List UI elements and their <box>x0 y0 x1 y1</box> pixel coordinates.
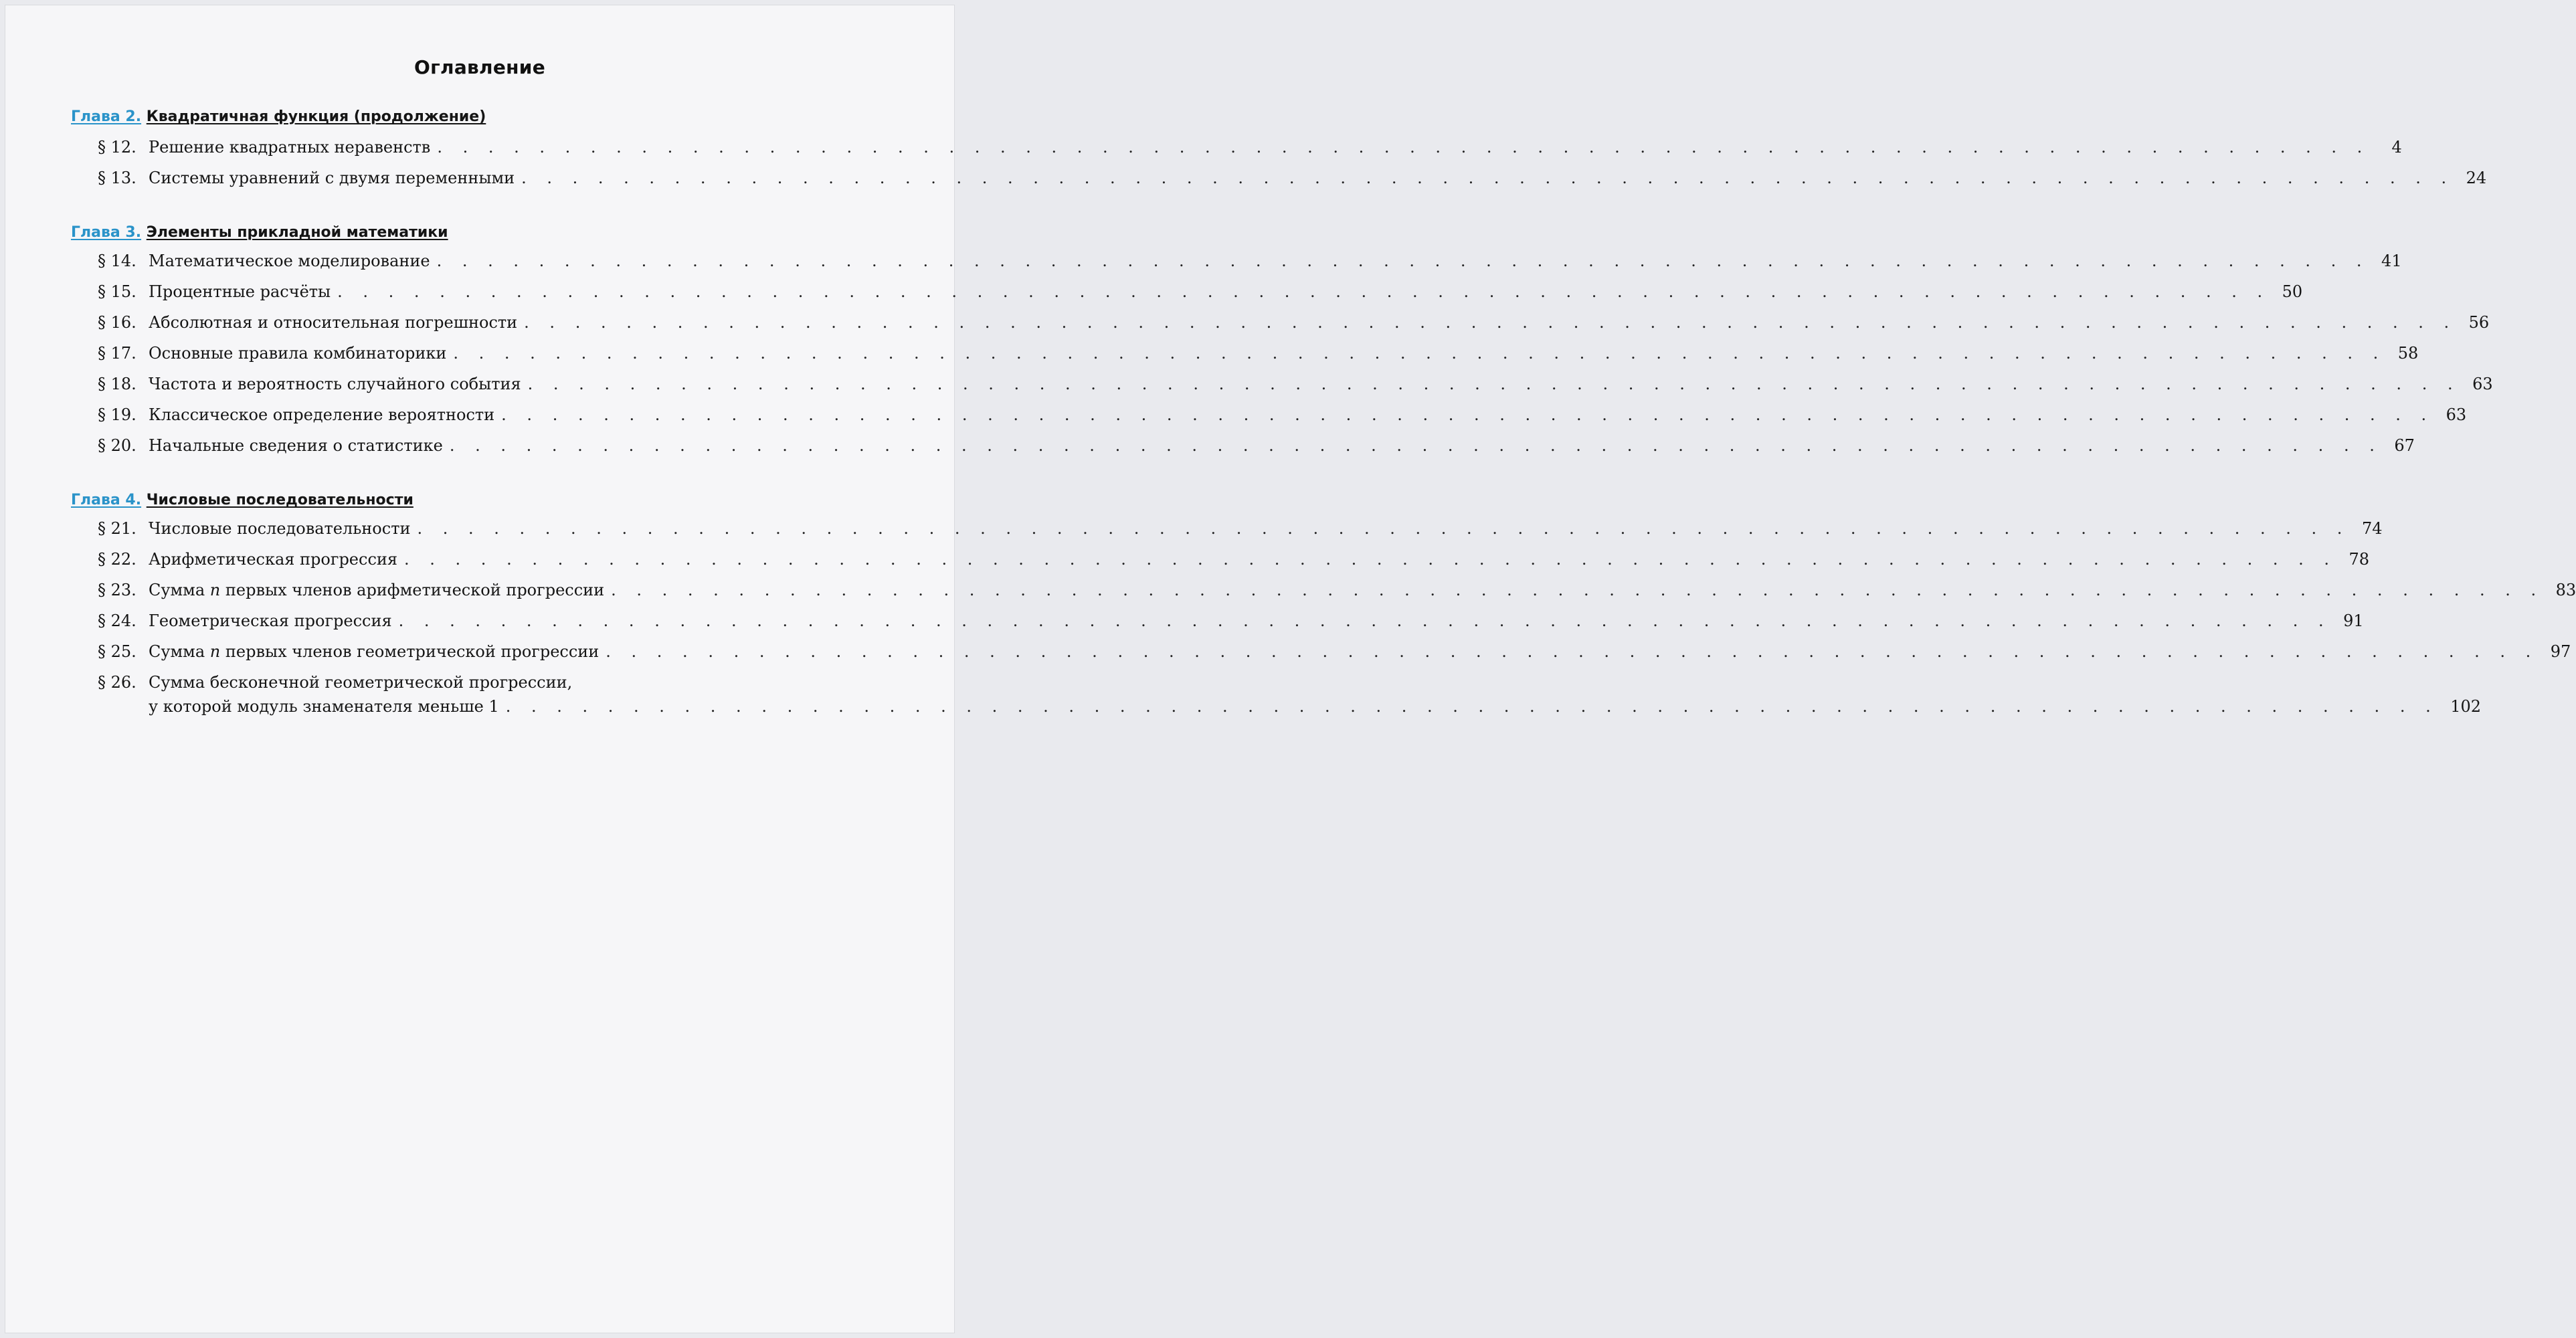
dot-leader: . . . . . . . . . . . . . . . . . . . . . . . . . . . . . . . . . . . . . . . . . . . . . . . . . . . . . . . . . . . . . . . . . . . . . . . . . . . . <box>527 375 2461 393</box>
dot-leader: . . . . . . . . . . . . . . . . . . . . . . . . . . . . . . . . . . . . . . . . . . . . . . . . . . . . . . . . . . . . . . . . . . . . . . . . . . . . <box>606 642 2539 661</box>
section-number: § 26. <box>98 673 136 692</box>
toc-entry-22[interactable] <box>98 549 2370 570</box>
dot-leader: . . . . . . . . . . . . . . . . . . . . . . . . . . . . . . . . . . . . . . . . . . . . . . . . . . . . . . . . . . . . . . . . . . . . . . . . . . . . <box>501 405 2434 424</box>
toc-entry-25[interactable] <box>98 641 2571 662</box>
chapter-number: Глава 2. <box>71 108 142 125</box>
dot-leader: . . . . . . . . . . . . . . . . . . . . . . . . . . . . . . . . . . . . . . . . . . . . . . . . . . . . . . . . . . . . . . . . . . . . . . . . . . . . <box>611 581 2544 599</box>
section-title: Начальные сведения о статистике <box>149 436 443 455</box>
chapter-heading-3[interactable] <box>71 223 448 243</box>
toc-entry-21[interactable] <box>98 518 2383 539</box>
dot-leader: . . . . . . . . . . . . . . . . . . . . . . . . . . . . . . . . . . . . . . . . . . . . . . . . . . . . . . . . . . . . . . . . . . . . . . . . . . . . <box>521 169 2454 187</box>
page-number: 56 <box>2468 313 2490 332</box>
section-title: Системы уравнений с двумя переменными <box>149 169 515 187</box>
chapter-heading-2[interactable] <box>71 107 486 127</box>
toc-entry-13[interactable] <box>98 167 2487 189</box>
document-page <box>5 5 954 1333</box>
section-number: § 20. <box>98 436 136 455</box>
section-number: § 25. <box>98 642 136 661</box>
chapter-name: Элементы прикладной математики <box>146 224 448 241</box>
dot-leader: . . . . . . . . . . . . . . . . . . . . . . . . . . . . . . . . . . . . . . . . . . . . . . . . . . . . . . . . . . . . . . . . . . . . . . . . . . . . <box>449 436 2383 455</box>
page-number: 67 <box>2394 436 2415 455</box>
toc-entry-12[interactable] <box>98 136 2402 158</box>
section-number: § 13. <box>98 169 136 187</box>
dot-leader: . . . . . . . . . . . . . . . . . . . . . . . . . . . . . . . . . . . . . . . . . . . . . . . . . . . . . . . . . . . . . . . . . . . . . . . . . . . . <box>398 611 2332 630</box>
section-number: § 15. <box>98 282 136 301</box>
section-title: Решение квадратных неравенств <box>149 138 431 157</box>
toc-entry-16[interactable] <box>98 312 2490 333</box>
toc-entry-18[interactable] <box>98 373 2493 395</box>
chapter-number: Глава 4. <box>71 492 142 508</box>
toc-entry-19[interactable] <box>98 404 2467 425</box>
variable-n: n <box>209 642 221 661</box>
chapter-number: Глава 3. <box>71 224 142 241</box>
section-number: § 24. <box>98 611 136 630</box>
toc-entry-26[interactable] <box>98 672 2482 717</box>
page-number: 58 <box>2397 344 2419 363</box>
section-number: § 18. <box>98 375 136 393</box>
section-title: Основные правила комбинаторики <box>149 344 447 363</box>
section-title: Числовые последовательности <box>149 519 411 538</box>
toc-entry-24[interactable] <box>98 610 2364 632</box>
dot-leader: . . . . . . . . . . . . . . . . . . . . . . . . . . . . . . . . . . . . . . . . . . . . . . . . . . . . . . . . . . . . . . . . . . . . . . . . . . . . <box>436 252 2370 270</box>
page-number: 50 <box>2282 282 2303 301</box>
page-number: 24 <box>2466 169 2487 187</box>
section-number: § 19. <box>98 405 136 424</box>
section-title: Математическое моделирование <box>149 252 430 270</box>
section-title: Арифметическая прогрессия <box>149 550 398 569</box>
dot-leader: . . . . . . . . . . . . . . . . . . . . . . . . . . . . . . . . . . . . . . . . . . . . . . . . . . . . . . . . . . . . . . . . . . . . . . . . . . . . <box>417 519 2350 538</box>
dot-leader: . . . . . . . . . . . . . . . . . . . . . . . . . . . . . . . . . . . . . . . . . . . . . . . . . . . . . . . . . . . . . . . . . . . . . . . . . . . . <box>437 138 2370 157</box>
toc-entry-23[interactable] <box>98 579 2576 601</box>
dot-leader: . . . . . . . . . . . . . . . . . . . . . . . . . . . . . . . . . . . . . . . . . . . . . . . . . . . . . . . . . . . . . . . . . . . . . . . . . . . . <box>524 313 2457 332</box>
page-number: 41 <box>2381 252 2402 270</box>
page-number: 78 <box>2349 550 2370 569</box>
section-title: Геометрическая прогрессия <box>149 611 392 630</box>
dot-leader: . . . . . . . . . . . . . . . . . . . . . . . . . . . . . . . . . . . . . . . . . . . . . . . . . . . . . . . . . . . . . . . . . . . . . . . . . . . . <box>453 344 2386 363</box>
section-title: Абсолютная и относительная погрешности <box>149 313 518 332</box>
chapter-name: Квадратичная функция (продолжение) <box>146 108 486 125</box>
toc-entry-15[interactable] <box>98 281 2303 302</box>
page-title: Оглавление <box>413 56 545 78</box>
toc-entry-20[interactable] <box>98 435 2415 456</box>
section-number: § 21. <box>98 519 136 538</box>
page-number: 97 <box>2550 642 2571 661</box>
page-number: 63 <box>2472 375 2493 393</box>
section-number: § 22. <box>98 550 136 569</box>
section-number: § 16. <box>98 313 136 332</box>
page-number: 83 <box>2555 581 2576 599</box>
dot-leader: . . . . . . . . . . . . . . . . . . . . . . . . . . . . . . . . . . . . . . . . . . . . . . . . . . . . . . . . . . . . . . . . . . . . . . . . . . . . <box>505 697 2439 716</box>
section-title: Частота и вероятность случайного события <box>149 375 521 393</box>
section-title: Классическое определение вероятности <box>149 405 495 424</box>
section-number: § 12. <box>98 138 136 157</box>
page-number: 102 <box>2450 697 2482 716</box>
toc-entry-14[interactable] <box>98 250 2402 272</box>
chapter-heading-4[interactable] <box>71 490 413 510</box>
page-number: 74 <box>2361 519 2383 538</box>
toc-entry-17[interactable] <box>98 343 2419 364</box>
page-number: 63 <box>2446 405 2467 424</box>
section-title: Процентные расчёты <box>149 282 331 301</box>
section-number: § 14. <box>98 252 136 270</box>
dot-leader: . . . . . . . . . . . . . . . . . . . . . . . . . . . . . . . . . . . . . . . . . . . . . . . . . . . . . . . . . . . . . . . . . . . . . . . . . . . . <box>404 550 2337 569</box>
section-title-line1: Сумма бесконечной геометрической прогрессии, <box>149 673 573 692</box>
section-title: Сумма n первых членов геометрической прогрессии <box>149 642 600 661</box>
section-number: § 23. <box>98 581 136 599</box>
dot-leader: . . . . . . . . . . . . . . . . . . . . . . . . . . . . . . . . . . . . . . . . . . . . . . . . . . . . . . . . . . . . . . . . . . . . . . . . . . . . <box>337 282 2270 301</box>
section-number: § 17. <box>98 344 136 363</box>
section-title: Сумма n первых членов арифметической прогрессии <box>149 581 605 599</box>
section-title-line2: у которой модуль знаменателя меньше 1 <box>149 697 499 716</box>
page-number: 4 <box>2391 138 2402 157</box>
chapter-name: Числовые последовательности <box>146 492 413 508</box>
page-number: 91 <box>2343 611 2364 630</box>
variable-n: n <box>209 581 221 599</box>
